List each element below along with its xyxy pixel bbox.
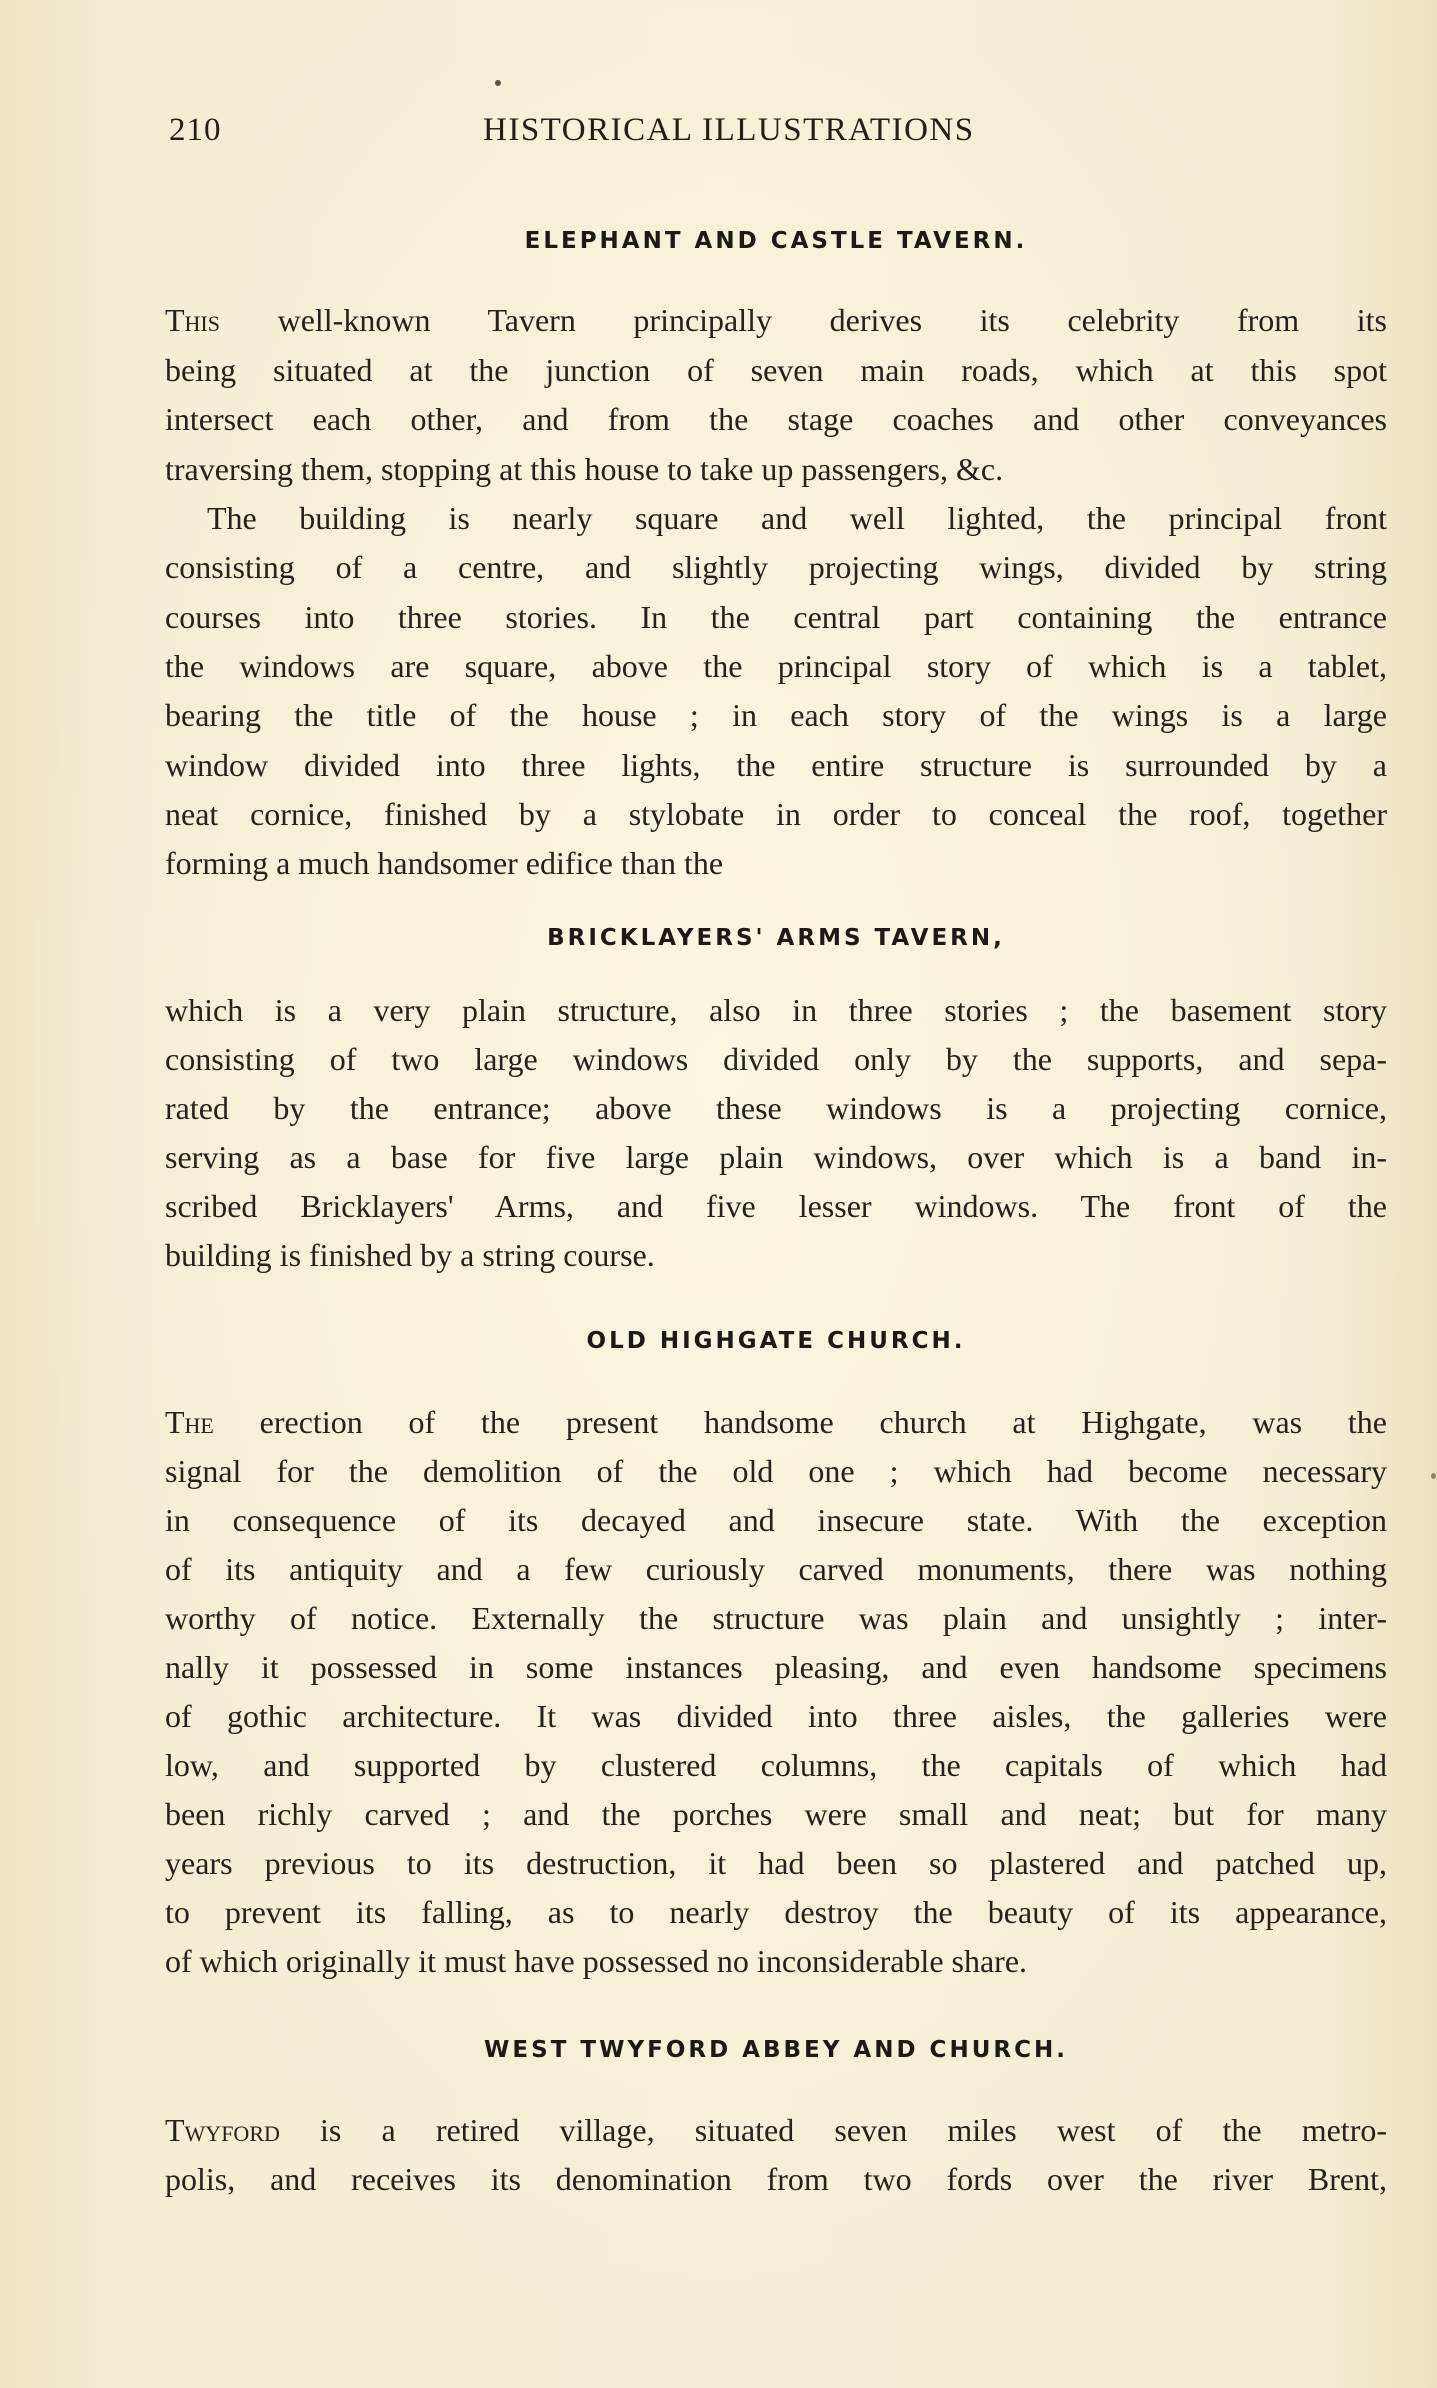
text-line: being situated at the junction of seven main roads, which at this spot xyxy=(165,352,1387,388)
section-heading: BRICKLAYERS' ARMS TAVERN, xyxy=(547,925,1005,951)
text-line: to prevent its falling, as to nearly destroy the beauty of its appearance, xyxy=(165,1894,1387,1930)
text-line: bearing the title of the house ; in each story of the wings is a large xyxy=(165,697,1387,733)
ink-speck xyxy=(495,80,501,86)
text-line: in consequence of its decayed and insecure state. With the exception xyxy=(165,1502,1387,1538)
text-line: been richly carved ; and the porches were small and neat; but for many xyxy=(165,1796,1387,1832)
text-line: of which originally it must have possessed no inconsiderable share. xyxy=(165,1943,1028,1979)
text-line: polis, and receives its denomination from two fords over the river Brent, xyxy=(165,2161,1387,2197)
page-number: 210 xyxy=(169,112,222,148)
text-line: of gothic architecture. It was divided into three aisles, the galleries were xyxy=(165,1698,1387,1734)
section-heading: WEST TWYFORD ABBEY AND CHURCH. xyxy=(484,2037,1068,2063)
running-head xyxy=(165,112,1387,162)
text-line: of its antiquity and a few curiously carved monuments, there was nothing xyxy=(165,1551,1387,1587)
text-line: signal for the demolition of the old one ; which had become necessary xyxy=(165,1453,1387,1489)
text-line: Twyford is a retired village, situated seven miles west of the metro- xyxy=(165,2112,1387,2148)
text-line: low, and supported by clustered columns, the capitals of which had xyxy=(165,1747,1387,1783)
running-title: HISTORICAL ILLUSTRATIONS xyxy=(483,112,975,148)
text-line: scribed Bricklayers' Arms, and five lesser windows. The front of the xyxy=(165,1188,1387,1224)
text-line: rated by the entrance; above these windows is a projecting cornice, xyxy=(165,1090,1387,1126)
text-line: worthy of notice. Externally the structure was plain and unsightly ; inter- xyxy=(165,1600,1387,1636)
text-line: courses into three stories. In the central part containing the entrance xyxy=(165,599,1387,635)
text-line: serving as a base for five large plain windows, over which is a band in- xyxy=(165,1139,1387,1175)
text-line: The erection of the present handsome church at Highgate, was the xyxy=(165,1404,1387,1440)
text-line: traversing them, stopping at this house to take up passengers, &c. xyxy=(165,451,1004,487)
text-line: This well-known Tavern principally derives its celebrity from its xyxy=(165,302,1387,338)
text-line: years previous to its destruction, it had been so plastered and patched up, xyxy=(165,1845,1387,1881)
text-line: nally it possessed in some instances pleasing, and even handsome specimens xyxy=(165,1649,1387,1685)
text-line: intersect each other, and from the stage coaches and other conveyances xyxy=(165,401,1387,437)
text-line: window divided into three lights, the entire structure is surrounded by a xyxy=(165,747,1387,783)
text-line: which is a very plain structure, also in three stories ; the basement story xyxy=(165,992,1387,1028)
text-line: forming a much handsomer edifice than the xyxy=(165,845,724,881)
section-heading: OLD HIGHGATE CHURCH. xyxy=(586,1328,966,1354)
text-line: consisting of a centre, and slightly projecting wings, divided by string xyxy=(165,549,1387,585)
text-line: consisting of two large windows divided only by the supports, and sepa- xyxy=(165,1041,1387,1077)
text-line: the windows are square, above the principal story of which is a tablet, xyxy=(165,648,1387,684)
ink-speck xyxy=(1431,1473,1436,1479)
text-line: building is finished by a string course. xyxy=(165,1237,655,1273)
section-heading: ELEPHANT AND CASTLE TAVERN. xyxy=(524,228,1028,254)
text-line: The building is nearly square and well lighted, the principal front xyxy=(207,500,1387,536)
text-line: neat cornice, finished by a stylobate in order to conceal the roof, together xyxy=(165,796,1387,832)
